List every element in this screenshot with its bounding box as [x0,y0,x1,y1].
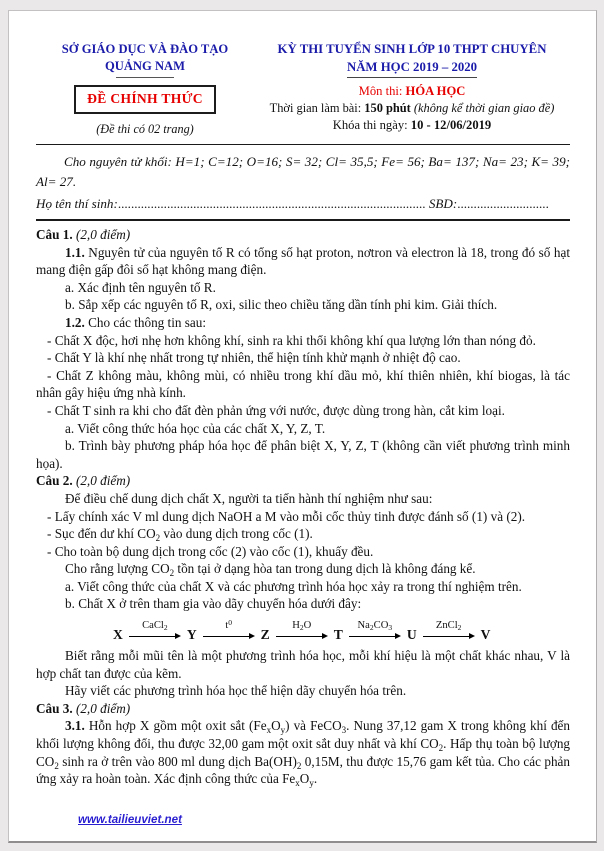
reagent-label: CaCl$_2$ [142,620,168,633]
question-1-heading: Câu 1. (2,0 điểm) [36,227,131,242]
page-footer [78,810,182,828]
species-z: Z [260,627,270,643]
paragraph: b. Trình bày phương pháp hóa học để phân biệt X, Y, Z, T (không cần viết phương trình minh họa). [36,438,570,471]
official-exam-stamp-box [74,85,216,114]
reagent-label: $Na_2CO_3$ [357,620,393,633]
species-y: Y [186,627,197,643]
exam-page [8,10,597,843]
header-divider [36,144,570,145]
question-2-heading: Câu 2. (2,0 điểm) [36,473,131,489]
reaction-arrow-icon [129,632,181,641]
paragraph: 3.1. Hỗn hợp X gồm một oxit sắt $(Fe_xO_y)$ và FeCO$_3$. Nung 37,12 gam X trong không khí đến khối lượng không đổi, thu được 32,00 gam một oxit sắt duy nhất và khí $CO_2$. Hấp thụ toàn bộ lượng $CO_2$ sinh ra ở trên vào 800 ml dung dịch $Ba(OH)_2$ 0,15M, thu được 15,76 gam kết tủa. Cho các phản ứng xảy ra hoàn toàn. Xác định công thức của $Fe_xO_y$. [36,718,571,789]
species-u: U [406,627,417,643]
duration-note: (không kể thời gian giao đề) [410,101,555,115]
reaction-step [129,620,181,641]
reagent-label: $H_2O$ [292,620,312,633]
department-line1: SỞ GIÁO DỤC VÀ ĐÀO TẠO [61,42,229,56]
official-exam-stamp: ĐỀ CHÍNH THỨC [87,91,203,106]
paragraph: b. Chất X ở trên tham gia vào dãy chuyển hóa dưới đây: [65,596,362,612]
reaction-step [276,620,328,641]
paragraph: b. Sắp xếp các nguyên tố R, oxi, silic theo chiều tăng dần tính phi kim. Giải thích. [65,297,498,313]
exam-date-value: 10 - 12/06/2019 [410,118,492,132]
paragraph: a. Xác định tên nguyên tố R. [65,279,216,295]
subject-value: HÓA HỌC [405,84,466,98]
species-t: T [333,627,343,643]
paragraph: Hãy viết các phương trình hóa học thể hiện dãy chuyển hóa trên. [65,683,407,699]
paragraph: a. Viết công thức của chất X và các phương trình hóa học xảy ra trong thí nghiệm trên. [65,578,522,594]
reaction-arrow-icon [203,632,255,641]
reaction-step [349,620,401,641]
paragraph: 1.1. Nguyên tử của nguyên tố R có tổng số hạt proton, nơtron và electron là 18, trong đó số hạt mang điện gấp đôi số hạt không mang điện. [36,244,570,278]
candidate-name-line: Họ tên thí sinh:.............................................................................................. SBD:............................ [36,196,549,211]
paragraph: Biết rằng mỗi mũi tên là một phương trình hóa học, mỗi khí hiệu là một chất khác nhau, V là hợp chất tan được của kẽm. [36,648,570,681]
species-v: V [480,627,491,643]
duration-line [254,100,570,117]
preamble-divider [36,219,570,221]
atomic-masses-note: Cho nguyên tử khối: H=1; C=12; O=16; S= 32; Cl= 35,5; Fe= 56; Ba= 137; Na= 23; K= 39; Al= 27. [36,154,570,189]
paragraph: - Lấy chính xác V ml dung dịch NaOH a M vào mỗi cốc thủy tinh được đánh số (1) và (2). [47,508,526,524]
paragraph: a. Viết công thức hóa học của các chất X, Y, Z, T. [65,420,326,436]
reagent-label: $t^0$ [225,618,232,632]
paragraph: - Sục đến dư khí $CO_2$ vào dung dịch trong cốc (1). [47,526,313,544]
department-line2: QUẢNG NAM [104,59,186,73]
reagent-label: ZnCl$_2$ [435,620,462,633]
paragraph: - Chất X độc, hơi nhẹ hơn không khí, sinh ra khi thổi không khí qua lượng lớn than nóng đỏ. [47,332,536,348]
exam-title-line1: KỲ THI TUYỂN SINH LỚP 10 THPT CHUYÊN [277,42,547,56]
paragraph: - Chất Z không màu, không mùi, có nhiều trong khí dầu mỏ, khí thiên nhiên, khí biogas, là tác nhân gây hiệu ứng nhà kính. [36,367,570,401]
duration-label: Thời gian làm bài: [269,101,365,115]
reaction-arrow-icon [276,632,328,641]
page-count-note: (Đề thi có 02 trang) [96,122,194,136]
paragraph: - Cho toàn bộ dung dịch trong cốc (2) vào cốc (1), khuấy đều. [47,543,374,559]
paragraph: Cho rằng lượng $CO_2$ tồn tại ở dạng hòa tan trong dung dịch là không đáng kể. [65,561,476,579]
exam-header [36,41,570,137]
exam-date-line [254,117,570,134]
reaction-arrow-icon [349,632,401,641]
subject-label: Môn thi: [358,84,406,98]
paragraph: 1.2. Cho các thông tin sau: [65,314,207,330]
paragraph: - Chất T sinh ra khi cho đất đèn phản ứng với nước, được dùng trong hàn, cắt kim loại. [47,402,505,418]
reaction-step [203,620,255,641]
question-3-heading: Câu 3. (2,0 điểm) [36,700,131,716]
exam-date-label: Khóa thi ngày: [332,118,411,132]
source-website-link[interactable]: www.tailieuviet.net [78,813,182,826]
exam-body [36,226,570,788]
header-left-column [36,41,254,137]
paragraph: - Chất Y là khí nhẹ nhất trong tự nhiên, thể hiện tính khử mạnh ở nhiệt độ cao. [47,350,461,366]
reaction-arrow-icon [423,632,475,641]
reaction-chain-diagram [108,620,570,642]
species-x: X [113,627,123,643]
department-underline [116,77,174,78]
duration-value: 150 phút [364,101,411,115]
paragraph: Để điều chế dung dịch chất X, người ta tiến hành thí nghiệm như sau: [65,490,433,506]
exam-title-line2-wrap [254,58,570,78]
reaction-step [423,620,475,641]
preamble [36,152,570,214]
exam-title-line2: NĂM HỌC 2019 – 2020 [347,59,477,78]
subject-line [254,83,570,100]
header-right-column [254,41,570,134]
